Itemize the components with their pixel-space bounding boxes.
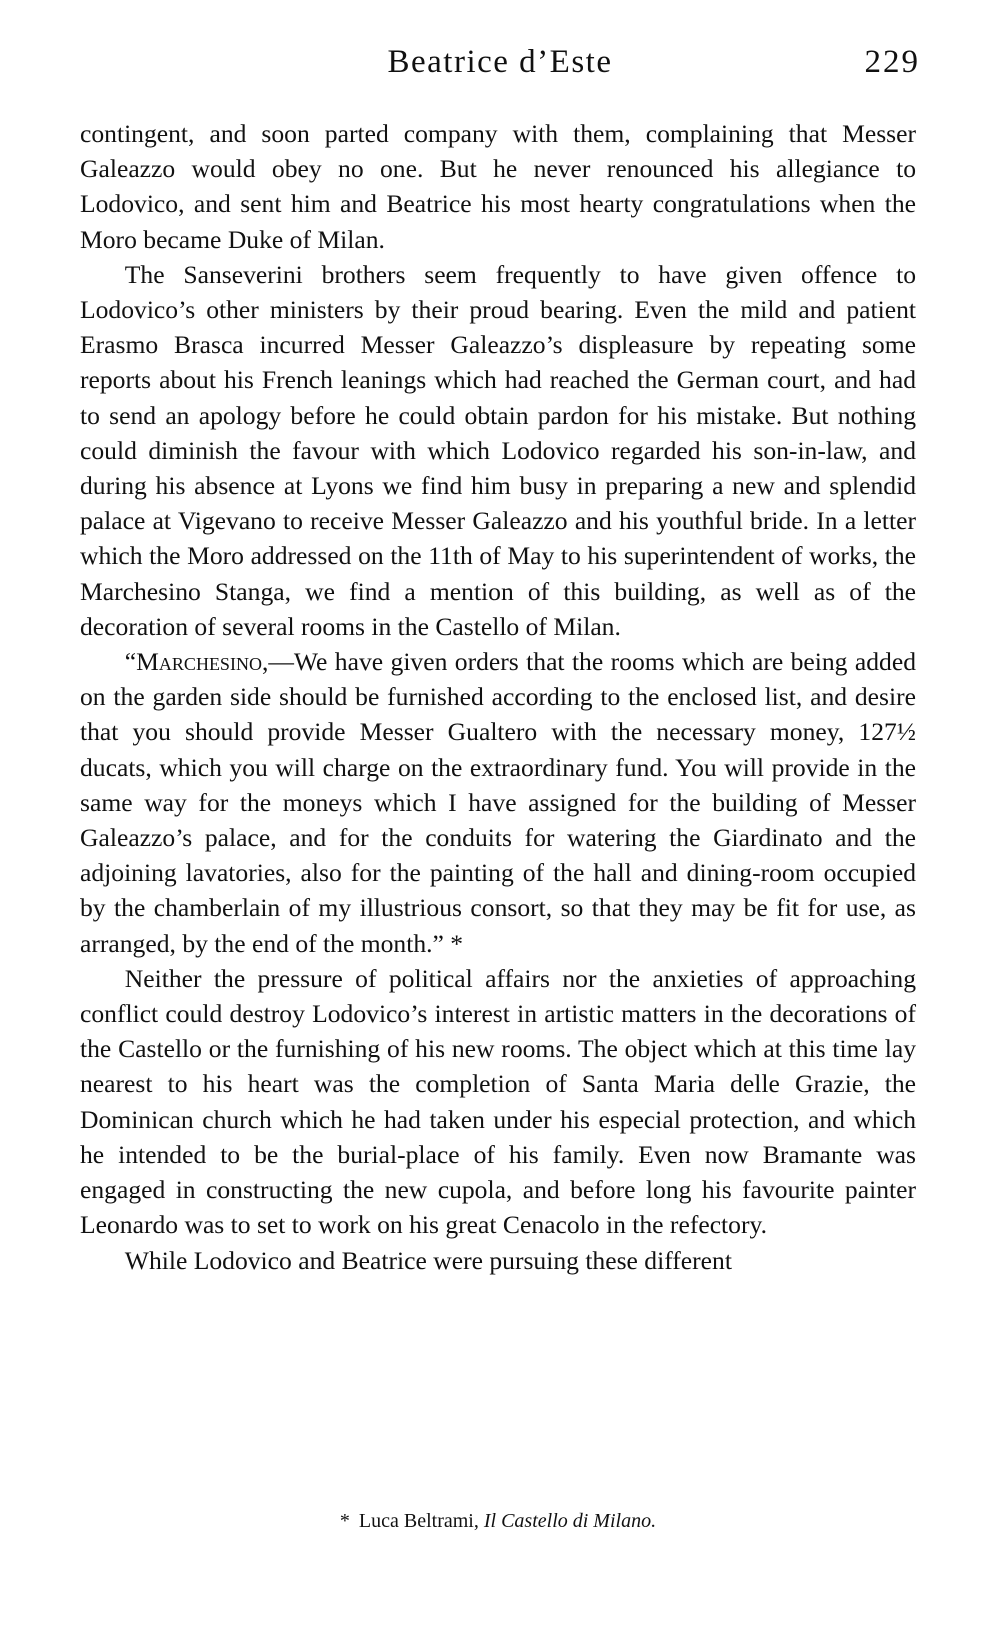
footnote-author: Luca Beltrami, [358, 1510, 479, 1532]
paragraph-continued: contingent, and soon parted company with them, complaining that Messer Galeazzo would obey no one. But he never renounced his allegiance to Lodovico, and sent him and Beatrice his most hearty congratulations when the Moro became Duke of Milan. [80, 119, 916, 254]
footnote-marker: * [339, 1510, 350, 1532]
paragraph-santa-maria: Neither the pressure of political affairs nor the anxieties of approaching conflict could destroy Lodovico’s interest in artistic matters in the decorations of the Castello or the furnishing of his new rooms. The object which at this time lay nearest to his heart was the completion of Santa Maria delle Grazie, the Dominican church which he had taken under his especial protection, and which he intended to be the burial-place of his family. Even now Bramante was engaged in constructing the new cupola, and before long his favourite painter Leonardo was to set to work on his great Cenacolo in the refectory. [80, 963, 916, 1240]
footnote [80, 1507, 916, 1535]
letter-salutation: Marchesino [136, 647, 262, 677]
body-text [80, 116, 916, 1278]
paragraph-while: While Lodovico and Beatrice were pursuing these different [124, 1245, 732, 1275]
paragraph-letter-quote [80, 644, 916, 961]
running-head [80, 40, 920, 84]
footnote-title: Il Castello di Milano. [483, 1510, 657, 1532]
paragraph-sanseverini: The Sanseverini brothers seem frequently to have given offence to Lodovico’s other ministers by their proud bearing. Even the mild and patient Erasmo Brasca incurred Messer Galeazzo’s displeasure by repeating some reports about his French leanings which had reached the German court, and had to send an apology before he could obtain pardon for his mistake. But nothing could diminish the favour with which Lodovico regarded his son-in-law, and during his absence at Lyons we find him busy in preparing a new and splendid palace at Vigevano to receive Messer Galeazzo and his youthful bride. In a letter which the Moro addressed on the 11th of May to his superintendent of works, the Marchesino Stanga, we find a mention of this building, as well as of the decoration of several rooms in the Castello of Milan. [80, 259, 916, 641]
page-number: 229 [864, 44, 920, 80]
letter-body: ,—We have given orders that the rooms which are being added on the garden side should be furnished according to the enclosed list, and desire that you should provide Messer Gualtero with the necessary money, 127½ ducats, which you will charge on the extraordinary fund. You will provide in the same way for the moneys which I have assigned for the building of Messer Galeazzo’s palace, and for the conduits for watering the Giardinato and the adjoining lavatories, also for the painting of the hall and dining-room occupied by the chamberlain of my illustrious consort, so that they may be fit for use, as arranged, by the end of the month.” * [80, 647, 916, 958]
page-title: Beatrice d’Este [387, 44, 613, 80]
opening-quote: “ [124, 647, 137, 677]
